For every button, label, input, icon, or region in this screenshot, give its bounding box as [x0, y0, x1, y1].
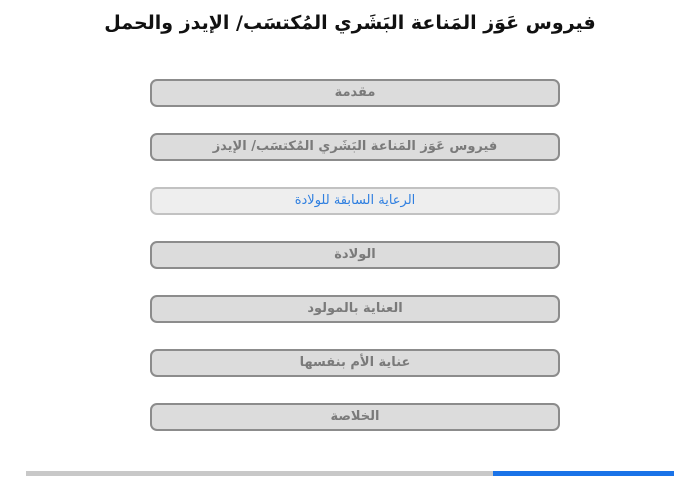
progress-bar-fill [493, 471, 674, 476]
menu-item-delivery[interactable]: الولادة [150, 241, 560, 269]
page-title: فيروس عَوَز المَناعة البَشَري المُكتسَب/ الإيدز والحمل [104, 12, 596, 34]
progress-bar [26, 471, 674, 476]
menu-item-summary[interactable]: الخلاصة [150, 403, 560, 431]
menu-item-introduction[interactable]: مقدمة [150, 79, 560, 107]
menu-item-mother-self-care[interactable]: عناية الأم بنفسها [150, 349, 560, 377]
menu-item-hiv-aids[interactable]: فيروس عَوَز المَناعة البَشَري المُكتسَب/ الإيدز [150, 133, 560, 161]
menu-item-newborn-care[interactable]: العناية بالمولود [150, 295, 560, 323]
menu-item-antenatal-care[interactable]: الرعاية السابقة للولادة [150, 187, 560, 215]
chapter-menu [150, 79, 560, 457]
